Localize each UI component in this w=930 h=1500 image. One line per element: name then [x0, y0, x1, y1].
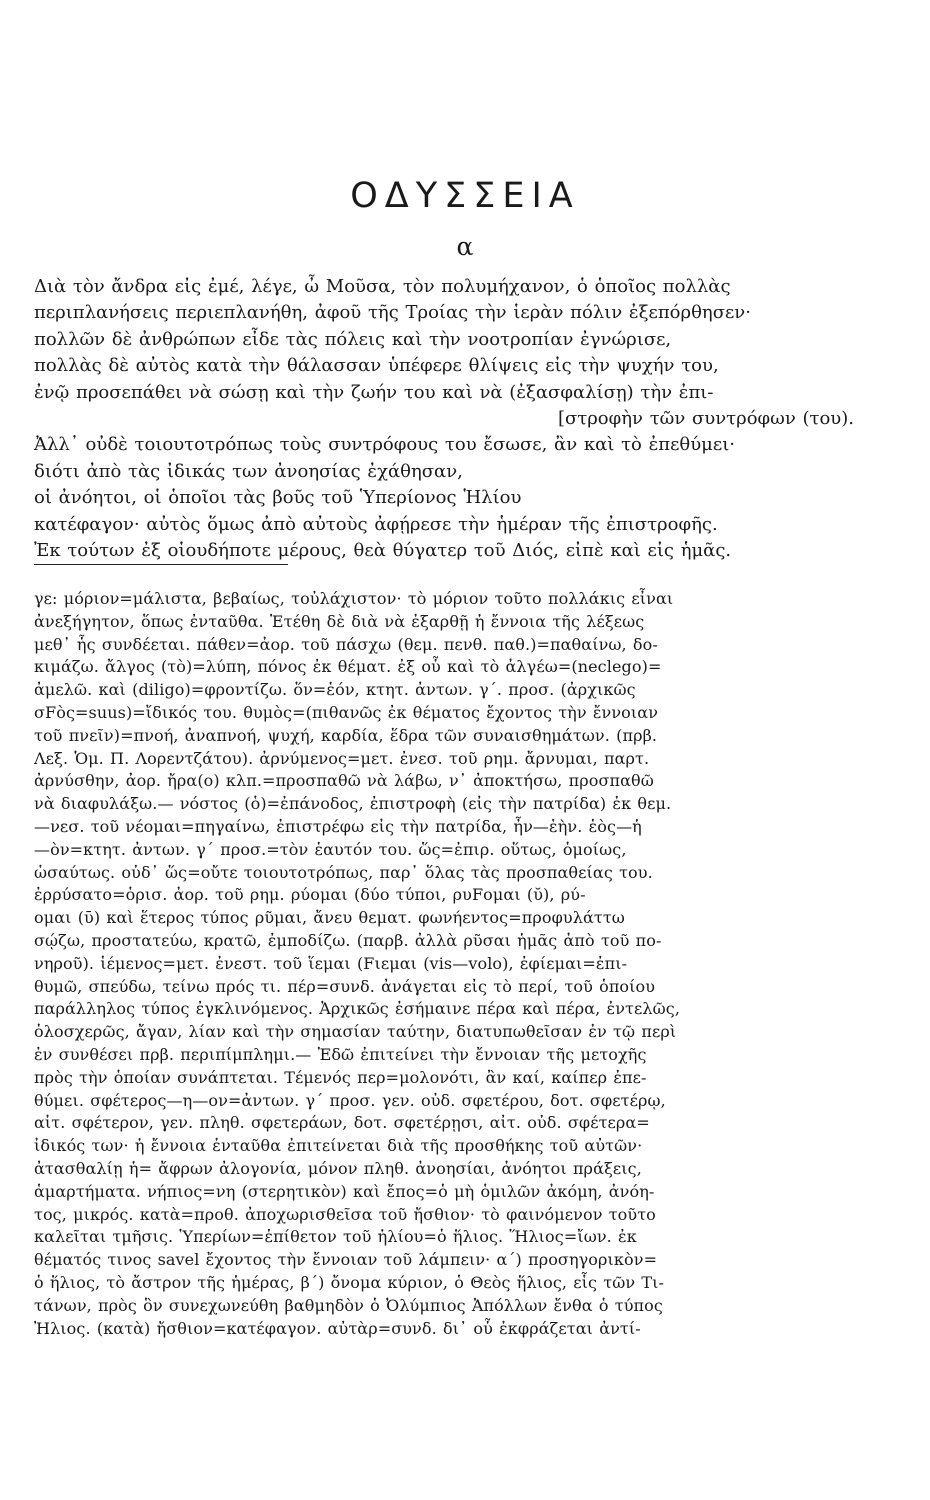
note-line: ἐν συνθέσει πρβ. περιπίμπλημι.— Ἐδῶ ἐπιτείνει τὴν ἔννοιαν τῆς μετοχῆς [34, 1044, 647, 1064]
note-line: ἐρρύσατο=ὁρισ. ἀορ. τοῦ ρημ. ρύομαι (δύο τύποι, ρυFομαι (ῠ), ρύ- [34, 885, 586, 905]
verse-line: Διὰ τὸν ἄνδρα εἰς ἐμέ, λέγε, ὦ Μοῦσα, τὸν πολυμήχανον, ὁ ὁποῖος πολλὰς [34, 276, 731, 297]
note-line: τάνων, πρὸς ὃν συνεχωνεύθη βαθμηδὸν ὁ Ὀλύμπιος Ἀπόλλων ἔνθα ὁ τύπος [34, 1295, 663, 1315]
note-line: —νεσ. τοῦ νέομαι=πηγαίνω, ἐπιστρέφω εἰς τὴν πατρίδα, ἦν—ἑὴν. ἑὸς—ἡ [34, 816, 642, 836]
note-line: τοῦ πνεῖν)=πνοή, ἀναπνοή, ψυχή, καρδία, ἕδρα τῶν συναισθημάτων. (πρβ. [34, 725, 658, 745]
note-line: κιμάζω. ἄλγος (τὸ)=λύπη, πόνος ἐκ θέματ. ἐξ οὗ καὶ τὸ ἀλγέω=(neclego)= [34, 657, 662, 677]
verse-line: διότι ἀπὸ τὰς ἰδικάς των ἀνοησίας ἐχάθησαν, [34, 460, 463, 482]
verse-text [34, 274, 854, 564]
note-line: ἰδικός των· ἡ ἔννοια ἐνταῦθα ἐπιτείνεται διὰ τῆς προσθήκης τοῦ αὐτῶν· [34, 1136, 643, 1156]
note-line: ἀτασθαλίῃ ἡ= ἄφρων ἀλογονία, μόνον πληθ. ἀνοησίαι, ἀνόητοι πράξεις, [34, 1158, 642, 1178]
note-line: αἰτ. σφέτερον, γεν. πληθ. σφετεράων, δοτ. σφετέρῃσι, αἰτ. οὐδ. σφέτερα= [34, 1113, 650, 1133]
note-line: —ὸν=κτητ. ἀντων. γ΄ προσ.=τὸν ἑαυτόν του. ὥς=ἐπιρ. οὕτως, ὁμοίως, [34, 839, 627, 859]
note-line: ἀμελῶ. καὶ (diligo)=φροντίζω. ὅν=ἑόν, κτητ. ἀντων. γ΄. προσ. (ἀρχικῶς [34, 680, 636, 700]
note-line: σῴζω, προστατεύω, κρατῶ, ἐμποδίζω. (παρβ. ἀλλὰ ρῦσαι ἡμᾶς ἀπὸ τοῦ πο- [34, 930, 662, 950]
note-line: ἀρνύσθην, ἀορ. ἤρα(ο) κλπ.=προσπαθῶ νὰ λάβω, ν᾽ ἀποκτήσω, προσπαθῶ [34, 771, 654, 791]
note-line: σFὸς=suus)=ἴδικός του. θυμὸς=(πιθανῶς ἐκ θέματος ἔχοντος τὴν ἔννοιαν [34, 702, 659, 722]
note-line: παράλληλος τύπος ἐγκλινόμενος. Ἀρχικῶς ἐσήμαινε πέρα καὶ πέρα, ἐντελῶς, [34, 999, 681, 1019]
note-line: νὰ διαφυλάξω.— νόστος (ὁ)=ἐπάνοδος, ἐπιστροφὴ (εἰς τὴν πατρίδα) ἐκ θεμ. [34, 794, 672, 814]
note-line: ὁ ἥλιος, τὸ ἄστρον τῆς ἡμέρας, β΄) ὄνομα κύριον, ὁ Θεὸς ἥλιος, εἷς τῶν Τι- [34, 1272, 665, 1292]
verse-line: Ἐκ τούτων ἐξ οἱουδήποτε μέρους, θεὰ θύγατερ τοῦ Διός, εἰπὲ καὶ εἰς ἡμᾶς. [34, 539, 732, 561]
note-line: ομαι (ῡ) καὶ ἕτερος τύπος ρῦμαι, ἄνευ θεματ. φωνήεντος=προφυλάττω [34, 908, 625, 928]
verse-line: οἱ ἀνόητοι, οἱ ὁποῖοι τὰς βοῦς τοῦ Ὑπερίονος Ἡλίου [34, 487, 522, 509]
note-line: τος, μικρός. κατὰ=προθ. ἀποχωρισθεῖσα τοῦ ἤσθιον· τὸ φαινόμενον τοῦτο [34, 1204, 656, 1224]
note-line: Ἠλιος. (κατὰ) ἤσθιον=κατέφαγον. αὐτὰρ=συνδ. δι᾽ οὗ ἐκφράζεται ἀντί- [34, 1318, 641, 1338]
note-line: μεθ᾽ ἧς συνδέεται. πάθεν=ἀορ. τοῦ πάσχω (θεμ. πενθ. παθ.)=παθαίνω, δο- [34, 634, 658, 654]
note-line: ὡσαύτως. οὐδ᾽ ὥς=οὔτε τοιουτοτρόπως, παρ᾽ ὅλας τὰς προσπαθείας του. [34, 862, 653, 882]
note-line: ἁμαρτήματα. νήπιος=νη (στερητικὸν) καὶ ἔπος=ὁ μὴ ὁμιλῶν ἀκόμη, ἀνόη- [34, 1181, 655, 1201]
verse-line: Ἀλλ᾽ οὐδὲ τοιουτοτρόπως τοὺς συντρόφους του ἔσωσε, ἂν καὶ τὸ ἐπεθύμει· [34, 434, 735, 456]
verse-line: κατέφαγον· αὐτὸς ὅμως ἀπὸ αὐτοὺς ἀφῄρεσε τὴν ἡμέραν τῆς ἐπιστροφῆς. [34, 513, 718, 535]
verse-line: πολλῶν δὲ ἀνθρώπων εἶδε τὰς πόλεις καὶ τὴν νοοτροπίαν ἐγνώρισε, [34, 328, 672, 350]
verse-line: πολλὰς δὲ αὐτὸς κατὰ τὴν θάλασσαν ὑπέφερε θλίψεις εἰς τὴν ψυχήν του, [34, 355, 719, 377]
note-line: νηροῦ). ἱέμενος=μετ. ἐνεστ. τοῦ ἵεμαι (Fιεμαι (vis—volo), ἐφίεμαι=ἐπι- [34, 953, 628, 973]
footnote-divider [34, 564, 288, 565]
verse-line: ἐνῷ προσεπάθει νὰ σώσῃ καὶ τὴν ζωήν του καὶ νὰ (ἐξασφαλίσῃ) τὴν ἐπι- [34, 381, 714, 403]
verse-line-continuation: [στροφὴν τῶν συντρόφων (του). [557, 407, 854, 429]
note-line: ὁλοσχερῶς, ἄγαν, λίαν καὶ τὴν σημασίαν ταύτην, διατυπωθεῖσαν ἐν τῷ περὶ [34, 1022, 677, 1042]
commentary-notes [34, 588, 854, 1340]
note-line: Λεξ. Ὁμ. Π. Λορεντζάτου). ἀρνύμενος=μετ. ἐνεσ. τοῦ ρημ. ἄρνυμαι, παρτ. [34, 748, 650, 768]
note-line: θύμει. σφέτερος—η—ον=ἀντων. γ΄ προσ. γεν. οὐδ. σφετέρου, δοτ. σφετέρῳ, [34, 1090, 666, 1110]
book-letter: α [456, 232, 474, 261]
note-line: καλεῖται τμῆσις. Ὑπερίων=ἐπίθετον τοῦ ἡλίου=ὁ ἥλιος. Ἥλιος=ἴων. ἐκ [34, 1227, 637, 1247]
page-title: ΟΔΥΣΣΕΙΑ [350, 176, 580, 216]
verse-line: περιπλανήσεις περιεπλανήθη, ἀφοῦ τῆς Τροίας τὴν ἱερὰν πόλιν ἐξεπόρθησεν· [34, 302, 751, 324]
note-line: πρὸς τὴν ὁποίαν συνάπτεται. Τέμενός περ=μολονότι, ἂν καί, καίπερ ἐπε- [34, 1067, 647, 1087]
note-line: θυμῶ, σπεύδω, τείνω πρός τι. πέρ=συνδ. ἀνάγεται εἰς τὸ περί, τοῦ ὁποίου [34, 976, 656, 996]
note-line: ἀνεξήγητον, ὅπως ἐνταῦθα. Ἐτέθη δὲ διὰ νὰ ἐξαρθῇ ἡ ἔννοια τῆς λέξεως [34, 611, 645, 631]
note-line: θέματός τινος savel ἔχοντος τὴν ἔννοιαν τοῦ λάμπειν· α΄) προσηγορικὸν= [34, 1250, 658, 1270]
note-line: γε: μόριον=μάλιστα, βεβαίως, τοὐλάχιστον· τὸ μόριον τοῦτο πολλάκις εἶναι [34, 589, 674, 608]
